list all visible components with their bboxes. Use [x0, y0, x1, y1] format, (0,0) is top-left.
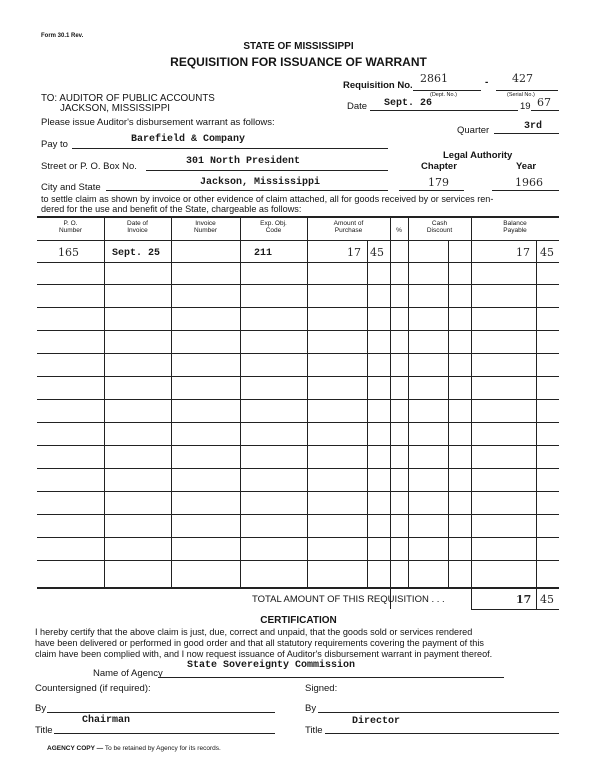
street-line [146, 170, 388, 171]
header-exp-obj-code: Exp. Obj. Code [260, 220, 287, 234]
row-rule [37, 330, 559, 331]
date-year-value: 67 [537, 96, 551, 109]
title-line-left [54, 733, 275, 734]
chapter-label: Chapter [421, 161, 457, 172]
agency-label: Name of Agency [93, 668, 163, 679]
row-exp-code: 211 [254, 248, 273, 259]
street-label: Street or P. O. Box No. [41, 161, 137, 172]
row-rule [37, 537, 559, 538]
by-line-right [318, 712, 559, 713]
row-rule [37, 422, 559, 423]
settle-text-line-1: to settle claim as shown by invoice or other evidence of claim attached, all for goods received by or services ren- [41, 194, 494, 204]
by-label-right: By [305, 703, 317, 714]
date-year-prefix: 19 [520, 101, 531, 112]
city-line [106, 190, 388, 191]
row-rule [37, 491, 559, 492]
table-header-border [37, 240, 559, 241]
instruction-text: Please issue Auditor's disbursement warrant as follows: [41, 117, 275, 128]
row-rule [37, 399, 559, 400]
street-value: 301 North President [186, 156, 301, 167]
date-line [370, 110, 518, 111]
row-rule [37, 514, 559, 515]
dept-caption: (Dept. No.) [430, 92, 457, 98]
col-divider-cents [367, 241, 368, 587]
requisition-serial-line [496, 90, 558, 91]
countersigned-label: Countersigned (if required): [35, 683, 151, 694]
year-line [492, 190, 559, 191]
header-balance-payable: Balance Payable [503, 220, 527, 234]
requisition-serial-value: 427 [512, 72, 533, 85]
col-divider [307, 217, 308, 587]
chapter-line [399, 190, 464, 191]
settle-text-line-2: dered for the use and benefit of the State, chargeable as follows: [41, 204, 302, 214]
col-divider [390, 217, 391, 609]
header-percent: % [396, 227, 402, 234]
row-amount-dollars: 17 [347, 246, 361, 259]
to-line-2: JACKSON, MISSISSIPPI [60, 103, 170, 114]
row-amount-cents: 45 [370, 246, 384, 259]
row-rule [37, 376, 559, 377]
quarter-value: 3rd [524, 121, 543, 132]
legal-authority-label: Legal Authority [443, 150, 513, 161]
year-value: 1966 [515, 176, 543, 189]
date-label: Date [347, 101, 368, 112]
to-line-1: TO: AUDITOR OF PUBLIC ACCOUNTS [41, 93, 215, 104]
certification-heading: CERTIFICATION [260, 615, 337, 626]
title-label-right: Title [305, 725, 323, 736]
agency-line [158, 677, 504, 678]
certification-line-1: I hereby certify that the above claim is just, due, correct and unpaid, that the goods sold or services rendered [35, 627, 473, 637]
year-label: Year [516, 161, 537, 172]
row-rule [37, 353, 559, 354]
requisition-label: Requisition No. [343, 80, 413, 91]
row-rule [37, 284, 559, 285]
title-label-left: Title [35, 725, 53, 736]
row-rule [37, 445, 559, 446]
header-amount-of-purchase: Amount of Purchase [333, 220, 364, 234]
city-label: City and State [41, 182, 101, 193]
title-value-right: Director [352, 716, 401, 727]
col-divider-cents [536, 241, 537, 609]
row-po-number: 165 [58, 246, 79, 259]
header-cash-discount: Cash Discount [426, 220, 453, 234]
pay-to-value: Barefield & Company [131, 134, 246, 145]
col-divider [171, 217, 172, 587]
row-invoice-date: Sept. 25 [112, 248, 161, 259]
table-top-border [37, 216, 559, 218]
signed-label: Signed: [305, 683, 338, 694]
table-bottom-border [37, 587, 559, 589]
requisition-dash: - [485, 77, 489, 88]
row-rule [37, 307, 559, 308]
header-invoice-number: Invoice Number [193, 220, 218, 234]
title-value-left: Chairman [82, 715, 131, 726]
row-balance-dollars: 17 [516, 246, 530, 259]
certification-line-3: claim have been complied with, and I now request issuance of Auditor's disbursement warrant in payment thereof. [35, 649, 493, 659]
header-po-number: P. O. Number [58, 220, 83, 234]
quarter-line [494, 133, 559, 134]
form-number: Form 30.1 Rev. [41, 33, 84, 39]
total-cents: 45 [540, 593, 554, 606]
col-divider [408, 217, 409, 587]
footer-note-bold: AGENCY COPY — [47, 745, 104, 752]
row-rule [37, 468, 559, 469]
by-line-left [47, 712, 275, 713]
city-value: Jackson, Mississippi [200, 177, 321, 188]
pay-to-line [72, 148, 388, 149]
col-divider [104, 217, 105, 587]
col-divider [240, 217, 241, 587]
row-balance-cents: 45 [540, 246, 554, 259]
requisition-dept-value: 2861 [420, 72, 448, 85]
row-rule [37, 262, 559, 263]
pay-to-label: Pay to [41, 139, 68, 150]
quarter-label: Quarter [457, 125, 490, 136]
serial-caption: (Serial No.) [507, 92, 535, 98]
certification-line-2: have been delivered or performed in good order and that all statutory requirements covering the payment of this [35, 638, 484, 648]
state-heading: STATE OF MISSISSIPPI [243, 41, 354, 52]
col-divider-cents [448, 241, 449, 587]
col-divider [471, 217, 472, 609]
header-date-of-invoice: Date of Invoice [127, 220, 148, 234]
total-underline [471, 609, 559, 610]
total-label: TOTAL AMOUNT OF THIS REQUISITION . . . [252, 594, 445, 605]
footer-note [47, 745, 221, 752]
agency-value: State Sovereignty Commission [187, 660, 356, 671]
footer-note-text: To be retained by Agency for its records. [104, 745, 221, 752]
requisition-dept-line [413, 90, 481, 91]
chapter-value: 179 [428, 176, 449, 189]
title-line-right [325, 733, 559, 734]
date-year-line [531, 110, 559, 111]
page-title: REQUISITION FOR ISSUANCE OF WARRANT [170, 55, 427, 69]
total-dollars: 17 [516, 593, 532, 606]
date-value: Sept. 26 [384, 98, 433, 109]
by-label-left: By [35, 703, 47, 714]
row-rule [37, 560, 559, 561]
